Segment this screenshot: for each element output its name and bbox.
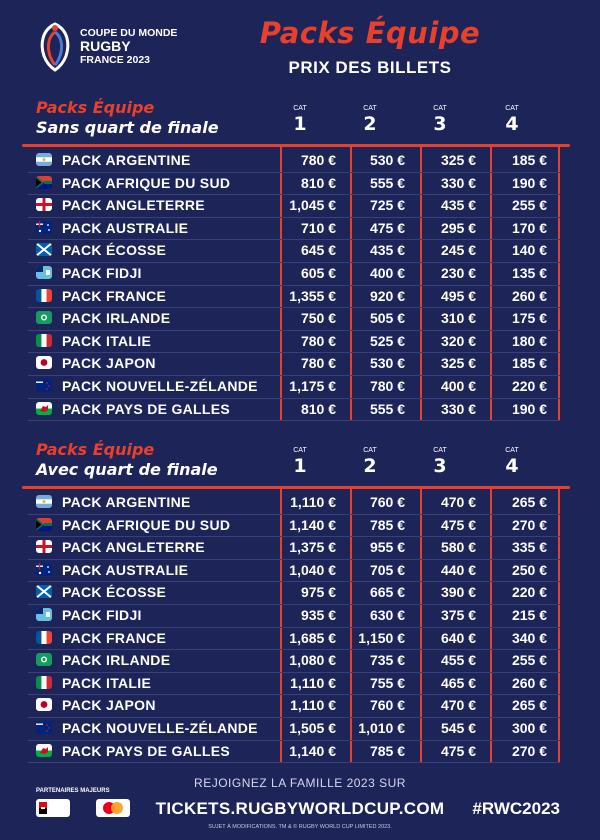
page-title: Packs Équipe [259,16,481,50]
pack-name: PACK ARGENTINE [62,494,191,510]
price-cat-4: 180 € [511,332,547,349]
logo-line3: FRANCE 2023 [80,53,151,66]
australia-flag-icon [36,563,52,576]
price-cat-1: 710 € [300,219,336,236]
price-cat-1: 780 € [300,355,336,372]
cat-number: 3 [433,113,447,135]
section-divider-line [22,486,570,489]
table-row [28,491,560,515]
england-flag-icon [36,198,52,211]
price-cat-1: 1,140 € [289,516,336,533]
cat-small-label: CAT [433,105,447,112]
price-cat-1: 750 € [300,310,336,327]
table-row [28,172,560,196]
fiji-flag-icon [36,608,52,621]
table-row [28,559,560,583]
pack-name: PACK ANGLETERRE [62,539,205,556]
pack-name: PACK ARGENTINE [62,152,191,168]
rwc-logo [36,20,177,72]
price-cat-4: 260 € [511,674,547,691]
price-cat-3: 330 € [440,400,476,417]
england-flag-icon [36,540,52,553]
price-cat-3: 465 € [440,674,476,691]
cat-number: 3 [433,455,447,477]
cat-header-4 [482,104,542,135]
pack-name: PACK AFRIQUE DU SUD [62,174,231,191]
section-label [36,98,219,138]
price-cat-1: 1,040 € [289,561,336,578]
price-cat-1: 1,045 € [289,197,336,214]
page-subtitle: PRIX DES BILLETS [288,58,452,77]
price-cat-3: 495 € [440,287,476,304]
pack-name: PACK IRLANDE [62,310,171,327]
logo-text [80,27,177,66]
price-cat-1: 780 € [300,332,336,349]
price-table [28,149,560,420]
price-cat-4: 265 € [511,494,547,510]
pack-name: PACK JAPON [62,697,156,714]
japan-flag-icon [36,698,52,711]
price-cat-2: 555 € [369,174,405,191]
price-cat-3: 470 € [440,697,476,714]
new-zealand-flag-icon [36,721,52,734]
price-cat-4: 335 € [511,539,547,556]
table-row [28,217,560,241]
price-cat-2: 760 € [369,697,405,714]
scotland-flag-icon [36,243,52,256]
table-row [28,398,560,422]
price-cat-4: 270 € [511,742,547,759]
section-with-quarterfinal [0,440,600,770]
japan-flag-icon [36,356,52,369]
price-cat-2: 1,150 € [358,629,405,646]
price-cat-3: 470 € [440,494,476,510]
table-row [28,536,560,560]
cat-number: 2 [363,113,377,135]
price-cat-2: 760 € [369,494,405,510]
price-cat-1: 1,110 € [290,494,336,510]
pack-name: PACK AUSTRALIE [62,219,189,236]
footer-url-link[interactable]: TICKETS.RUGBYWORLDCUP.COM [155,799,445,818]
price-cat-4: 300 € [511,720,547,736]
price-cat-3: 475 € [440,516,476,533]
price-cat-4: 260 € [511,287,547,304]
table-row [28,740,560,764]
ireland-flag-icon [36,311,52,324]
price-cat-1: 1,375 € [289,539,336,556]
table-row [28,307,560,331]
table-row [28,194,560,218]
price-cat-2: 785 € [369,516,405,533]
section-label-line1: Packs Équipe [36,98,155,117]
price-cat-4: 255 € [511,652,547,669]
footer-hashtag: #RWC2023 [472,799,560,818]
price-cat-3: 325 € [440,355,476,372]
cat-number: 1 [293,455,307,477]
pack-name: PACK FRANCE [62,629,167,646]
italy-flag-icon [36,334,52,347]
pack-name: PACK NOUVELLE-ZÉLANDE [62,378,258,394]
price-cat-2: 755 € [369,674,405,691]
price-cat-2: 525 € [369,332,405,349]
price-cat-1: 605 € [300,265,336,281]
price-cat-4: 220 € [511,584,547,601]
cat-small-label: CAT [363,105,377,112]
cat-small-label: CAT [505,447,519,454]
price-cat-2: 505 € [369,310,405,327]
pack-name: PACK FRANCE [62,287,167,304]
ireland-flag-icon [36,653,52,666]
rwc-logo-mark [36,20,74,72]
price-cat-4: 190 € [511,400,547,417]
pack-name: PACK PAYS DE GALLES [62,400,231,417]
argentina-flag-icon [36,495,52,508]
cat-small-label: CAT [293,105,307,112]
section-label-line2: Avec quart de finale [36,460,218,479]
price-cat-1: 1,505 € [289,720,336,736]
scotland-flag-icon [36,585,52,598]
cat-number: 4 [505,113,519,135]
price-cat-2: 725 € [369,197,405,214]
table-row [28,262,560,286]
table-row [28,239,560,263]
price-cat-2: 780 € [369,378,405,394]
pack-name: PACK JAPON [62,355,156,372]
section-divider-line [22,144,570,147]
price-cat-2: 785 € [369,742,405,759]
price-cat-1: 1,355 € [289,287,336,304]
pack-name: PACK IRLANDE [62,652,171,669]
mastercard-logo [96,799,130,817]
table-row [28,694,560,718]
cat-header-4 [482,446,542,477]
table-row [28,514,560,538]
pack-name: PACK ITALIE [62,332,152,349]
price-cat-3: 400 € [440,378,476,394]
pack-name: PACK ÉCOSSE [62,242,167,259]
cat-header-1 [270,104,330,135]
argentina-flag-icon [36,153,52,166]
price-cat-4: 175 € [511,310,547,327]
price-cat-2: 920 € [369,287,405,304]
price-cat-1: 1,110 € [290,697,336,714]
price-cat-2: 630 € [369,607,405,623]
price-cat-3: 580 € [440,539,476,556]
section-label-line2: Sans quart de finale [36,118,219,137]
price-table [28,491,560,762]
pack-name: PACK FIDJI [62,607,142,623]
south-africa-flag-icon [36,518,52,531]
table-row [28,649,560,673]
price-cat-3: 475 € [440,742,476,759]
price-cat-2: 1,010 € [358,720,405,736]
price-cat-1: 1,140 € [289,742,336,759]
pack-name: PACK NOUVELLE-ZÉLANDE [62,720,258,736]
price-cat-4: 140 € [511,242,547,259]
price-cat-3: 390 € [440,584,476,601]
price-cat-1: 645 € [300,242,336,259]
cat-header-3 [410,104,470,135]
australia-flag-icon [36,221,52,234]
pack-name: PACK AUSTRALIE [62,561,189,578]
pack-name: PACK FIDJI [62,265,142,281]
price-cat-3: 245 € [440,242,476,259]
price-cat-4: 135 € [511,265,547,281]
france-flag-icon [36,631,52,644]
table-row [28,717,560,741]
price-cat-1: 975 € [300,584,336,601]
price-cat-4: 190 € [511,174,547,191]
footer-legal: SUJET À MODIFICATIONS. TM & © RUGBY WORLD CUP LIMITED 2023. [208,824,392,830]
france-flag-icon [36,289,52,302]
table-row [28,352,560,376]
table-row [28,581,560,605]
price-cat-2: 955 € [369,539,405,556]
table-row [28,604,560,628]
cat-small-label: CAT [505,105,519,112]
price-cat-2: 735 € [369,652,405,669]
price-cat-3: 440 € [440,561,476,578]
price-cat-3: 230 € [440,265,476,281]
new-zealand-flag-icon [36,379,52,392]
section-label [36,440,218,480]
price-cat-3: 375 € [440,607,476,623]
price-cat-2: 530 € [369,152,405,168]
cat-small-label: CAT [363,447,377,454]
price-cat-1: 810 € [300,174,336,191]
price-cat-1: 935 € [300,607,336,623]
logo-line2: RUGBY [80,37,131,54]
pack-name: PACK ITALIE [62,674,152,691]
pack-name: PACK ANGLETERRE [62,197,205,214]
price-cat-3: 320 € [440,332,476,349]
price-cat-3: 435 € [440,197,476,214]
price-cat-3: 325 € [440,152,476,168]
price-cat-1: 1,175 € [289,378,336,394]
section-label-line1: Packs Équipe [36,440,155,459]
pack-name: PACK PAYS DE GALLES [62,742,231,759]
price-cat-3: 545 € [440,720,476,736]
price-cat-4: 170 € [511,219,547,236]
section-without-quarterfinal [0,98,600,446]
cat-header-2 [340,446,400,477]
price-cat-2: 665 € [369,584,405,601]
price-cat-3: 310 € [440,310,476,327]
price-cat-2: 530 € [369,355,405,372]
price-cat-3: 455 € [440,652,476,669]
price-cat-2: 475 € [369,219,405,236]
footer-join-text: REJOIGNEZ LA FAMILLE 2023 SUR [194,776,406,790]
south-africa-flag-icon [36,176,52,189]
cat-header-2 [340,104,400,135]
price-cat-4: 255 € [511,197,547,214]
table-row [28,375,560,399]
logo-line1: COUPE DU MONDE [80,26,178,39]
table-row [28,285,560,309]
price-cat-4: 185 € [511,355,547,372]
price-cat-1: 1,110 € [290,674,336,691]
table-row [28,149,560,173]
price-cat-2: 400 € [369,265,405,281]
cat-number: 1 [293,113,307,135]
fiji-flag-icon [36,266,52,279]
price-cat-4: 215 € [511,607,547,623]
price-cat-4: 340 € [511,629,547,646]
price-cat-3: 295 € [440,219,476,236]
cat-header-1 [270,446,330,477]
wales-flag-icon [36,402,52,415]
pack-name: PACK ÉCOSSE [62,584,167,601]
price-cat-1: 810 € [300,400,336,417]
cat-small-label: CAT [293,447,307,454]
pack-name: PACK AFRIQUE DU SUD [62,516,231,533]
partners-label: PARTENAIRES MAJEURS [36,788,110,794]
cat-header-3 [410,446,470,477]
italy-flag-icon [36,676,52,689]
cat-small-label: CAT [433,447,447,454]
table-row [28,627,560,651]
price-cat-4: 270 € [511,516,547,533]
price-cat-4: 265 € [511,697,547,714]
table-row [28,672,560,696]
price-cat-4: 220 € [511,378,547,394]
price-cat-4: 250 € [511,561,547,578]
price-cat-2: 435 € [369,242,405,259]
price-cat-3: 640 € [440,629,476,646]
cat-number: 2 [363,455,377,477]
price-cat-1: 780 € [300,152,336,168]
wales-flag-icon [36,744,52,757]
price-cat-2: 555 € [369,400,405,417]
price-cat-4: 185 € [511,152,547,168]
price-cat-3: 330 € [440,174,476,191]
price-cat-1: 1,685 € [289,629,336,646]
societe-generale-logo [36,799,70,817]
price-cat-1: 1,080 € [289,652,336,669]
cat-number: 4 [505,455,519,477]
price-cat-2: 705 € [369,561,405,578]
table-row [28,330,560,354]
